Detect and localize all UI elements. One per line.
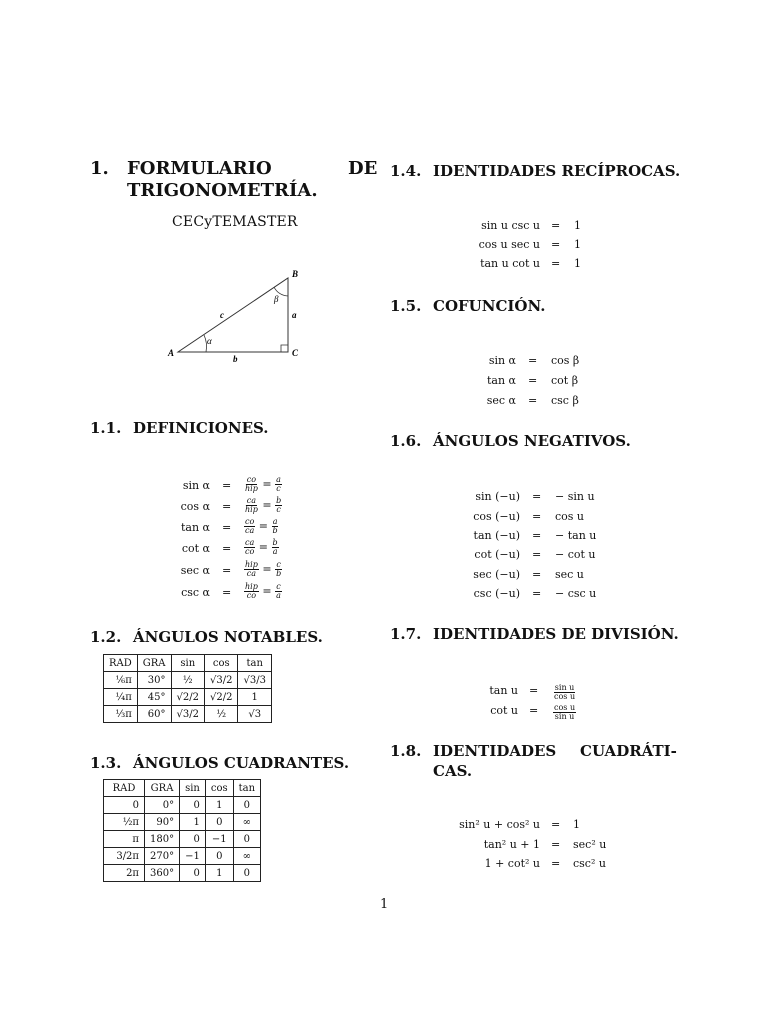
table-cell: 270° (145, 848, 180, 865)
triangle-shape (178, 278, 288, 352)
section-1-4-number: 1.4. (390, 162, 422, 180)
table-cell: √2/2 (205, 689, 238, 706)
sq-eq: = (551, 838, 561, 851)
table-row (104, 689, 272, 706)
table-cell: 45° (137, 689, 171, 706)
def-rhs: $\frac{ca}{\text{hip}}$ = $\frac{b}{c}$ (245, 496, 282, 514)
table-cell: 360° (145, 865, 180, 882)
sq-lhs: sin² u + cos² u (459, 818, 540, 831)
table-cell: 0 (233, 865, 260, 882)
neg-lhs: tan (−u) (473, 529, 520, 542)
table-cell: 0 (233, 797, 260, 814)
angle-alpha: α (207, 336, 212, 346)
table-cell: ½ (171, 672, 204, 689)
right-triangle-figure (160, 262, 310, 367)
title-number: 1. (90, 158, 109, 179)
neg-eq: = (532, 548, 542, 561)
table-cell: ½ (205, 706, 238, 723)
neg-eq: = (532, 529, 542, 542)
table-cell: 0 (104, 797, 145, 814)
section-1-4-title: IDENTIDADES RECÍPROCAS. (433, 162, 681, 180)
recip-lhs: sin u csc u (481, 219, 540, 232)
sq-rhs: 1 (573, 818, 580, 831)
section-1-6-title: ÁNGULOS NEGATIVOS. (433, 432, 631, 450)
def-rhs: $\frac{\text{hip}}{ca}$ = $\frac{c}{b}$ (245, 560, 282, 578)
div-lhs: cot u (490, 704, 518, 717)
neg-lhs: sin (−u) (475, 490, 520, 503)
def-rhs: $\frac{ca}{co}$ = $\frac{b}{a}$ (245, 538, 278, 556)
div-eq: = (529, 704, 539, 717)
table-cell: 0 (180, 831, 206, 848)
table-header: sin (171, 655, 204, 672)
table-cell: √2/2 (171, 689, 204, 706)
table-cell: π (104, 831, 145, 848)
cofn-eq: = (528, 374, 538, 387)
table-cell: √3/2 (171, 706, 204, 723)
div-lhs: tan u (489, 684, 518, 697)
vertex-C: C (292, 348, 299, 358)
table-cell: 90° (145, 814, 180, 831)
def-lhs: tan α (181, 521, 210, 534)
sq-eq: = (551, 857, 561, 870)
def-eq: = (222, 521, 232, 534)
right-angle-marker (281, 345, 288, 352)
table-cell: 0 (180, 865, 206, 882)
table-cell: √3/2 (205, 672, 238, 689)
section-1-6-number: 1.6. (390, 432, 422, 450)
table-header: GRA (145, 780, 180, 797)
sq-rhs: sec² u (573, 838, 607, 851)
vertex-A: A (168, 348, 175, 358)
table-cell: 1 (180, 814, 206, 831)
author: CECyTEMASTER (172, 214, 298, 230)
section-1-8-title-right: CUADRÁTI- (580, 742, 677, 760)
def-lhs: cos α (180, 500, 210, 513)
neg-lhs: sec (−u) (473, 568, 520, 581)
sq-rhs: csc² u (573, 857, 606, 870)
title-line1: FORMULARIO (127, 158, 272, 179)
table-cell: ⅓π (104, 706, 138, 723)
table-cell: −1 (205, 831, 233, 848)
neg-eq: = (532, 587, 542, 600)
table-cell: √3/3 (238, 672, 271, 689)
cofn-rhs: cot β (551, 374, 579, 387)
neg-rhs: − csc u (555, 587, 597, 600)
neg-rhs: − cot u (555, 548, 596, 561)
def-eq: = (222, 564, 232, 577)
neg-rhs: cos u (555, 510, 585, 523)
page-number: 1 (380, 897, 389, 912)
table-header: RAD (104, 655, 138, 672)
table-cell: 60° (137, 706, 171, 723)
def-eq: = (222, 500, 232, 513)
table-cell: −1 (180, 848, 206, 865)
table-header: cos (205, 780, 233, 797)
def-lhs: sec α (180, 564, 210, 577)
table-cell: 2π (104, 865, 145, 882)
table-cell: ¼π (104, 689, 138, 706)
table-cell: 3/2π (104, 848, 145, 865)
section-1-7-number: 1.7. (390, 625, 422, 643)
neg-rhs: − tan u (555, 529, 597, 542)
table-row (104, 814, 261, 831)
def-lhs: sin α (182, 479, 210, 492)
recip-eq: = (551, 219, 561, 232)
section-1-8-title-left: IDENTIDADES (433, 742, 557, 760)
section-1-3-number: 1.3. (90, 754, 122, 772)
table-cell: 1 (205, 797, 233, 814)
table-cell: √3 (238, 706, 271, 723)
def-rhs: $\frac{co}{\text{hip}}$ = $\frac{a}{c}$ (245, 475, 281, 493)
table-cell: ∞ (233, 814, 260, 831)
sq-lhs: 1 + cot² u (484, 857, 540, 870)
neg-eq: = (532, 490, 542, 503)
def-rhs: $\frac{\text{hip}}{co}$ = $\frac{c}{a}$ (245, 582, 281, 600)
neg-rhs: − sin u (555, 490, 595, 503)
neg-lhs: cos (−u) (473, 510, 520, 523)
table-cell: 1 (205, 865, 233, 882)
div-eq: = (529, 684, 539, 697)
side-b: b (233, 354, 238, 364)
section-1-2-number: 1.2. (90, 628, 122, 646)
table-cell: 0° (145, 797, 180, 814)
table-cell: 0 (233, 831, 260, 848)
neg-lhs: cot (−u) (474, 548, 520, 561)
section-1-2-title: ÁNGULOS NOTABLES. (133, 628, 323, 646)
recip-rhs: 1 (574, 257, 581, 270)
neg-lhs: csc (−u) (473, 587, 520, 600)
table-cell: 30° (137, 672, 171, 689)
side-a: a (292, 310, 297, 320)
neg-rhs: sec u (555, 568, 584, 581)
table-cell: 1 (238, 689, 271, 706)
quadrants-table (103, 779, 261, 882)
def-lhs: csc α (181, 586, 210, 599)
def-rhs: $\frac{co}{ca}$ = $\frac{a}{b}$ (245, 517, 278, 535)
table-cell: 0 (205, 848, 233, 865)
cofn-rhs: csc β (551, 394, 579, 407)
table-header: sin (180, 780, 206, 797)
table-row (104, 672, 272, 689)
def-lhs: cot α (181, 542, 210, 555)
def-eq: = (222, 479, 232, 492)
table-cell: ½π (104, 814, 145, 831)
table-cell: ∞ (233, 848, 260, 865)
angle-beta: β (274, 294, 279, 304)
sq-lhs: tan² u + 1 (483, 838, 540, 851)
section-1-5-title: COFUNCIÓN. (433, 297, 546, 315)
section-1-1-title: DEFINICIONES. (133, 419, 269, 437)
sq-eq: = (551, 818, 561, 831)
recip-eq: = (551, 238, 561, 251)
vertex-B: B (292, 269, 299, 279)
table-header: GRA (137, 655, 171, 672)
def-eq: = (222, 586, 232, 599)
recip-lhs: cos u sec u (478, 238, 540, 251)
table-cell: ⅙π (104, 672, 138, 689)
neg-eq: = (532, 510, 542, 523)
section-1-5-number: 1.5. (390, 297, 422, 315)
table-cell: 180° (145, 831, 180, 848)
recip-lhs: tan u cot u (480, 257, 540, 270)
table-header: tan (233, 780, 260, 797)
title-line2: TRIGONOMETRÍA. (127, 180, 318, 201)
section-1-8-title-line2: CAS. (433, 762, 473, 780)
cofn-eq: = (528, 394, 538, 407)
table-header: tan (238, 655, 271, 672)
cofn-lhs: sin α (488, 354, 516, 367)
table-header: RAD (104, 780, 145, 797)
section-1-1-number: 1.1. (90, 419, 122, 437)
cofn-lhs: tan α (487, 374, 516, 387)
table-header: cos (205, 655, 238, 672)
neg-eq: = (532, 568, 542, 581)
div-rhs: $\frac{\text{cos u}}{\text{sin u}}$ (554, 703, 576, 721)
cofn-eq: = (528, 354, 538, 367)
table-row (104, 797, 261, 814)
table-row (104, 865, 261, 882)
recip-eq: = (551, 257, 561, 270)
cofn-rhs: cos β (551, 354, 580, 367)
title-line1-right: DE (348, 158, 378, 179)
cofn-lhs: sec α (486, 394, 516, 407)
side-c: c (220, 310, 224, 320)
table-row (104, 706, 272, 723)
table-row (104, 831, 261, 848)
recip-rhs: 1 (574, 219, 581, 232)
section-1-3-title: ÁNGULOS CUADRANTES. (133, 754, 350, 772)
recip-rhs: 1 (574, 238, 581, 251)
notables-table (103, 654, 272, 723)
def-eq: = (222, 542, 232, 555)
section-1-8-number: 1.8. (390, 742, 422, 760)
div-rhs: $\frac{\text{sin u}}{\text{cos u}}$ (554, 683, 576, 701)
table-row (104, 848, 261, 865)
table-cell: 0 (180, 797, 206, 814)
table-cell: 0 (205, 814, 233, 831)
section-1-7-title: IDENTIDADES DE DIVISIÓN. (433, 625, 679, 643)
